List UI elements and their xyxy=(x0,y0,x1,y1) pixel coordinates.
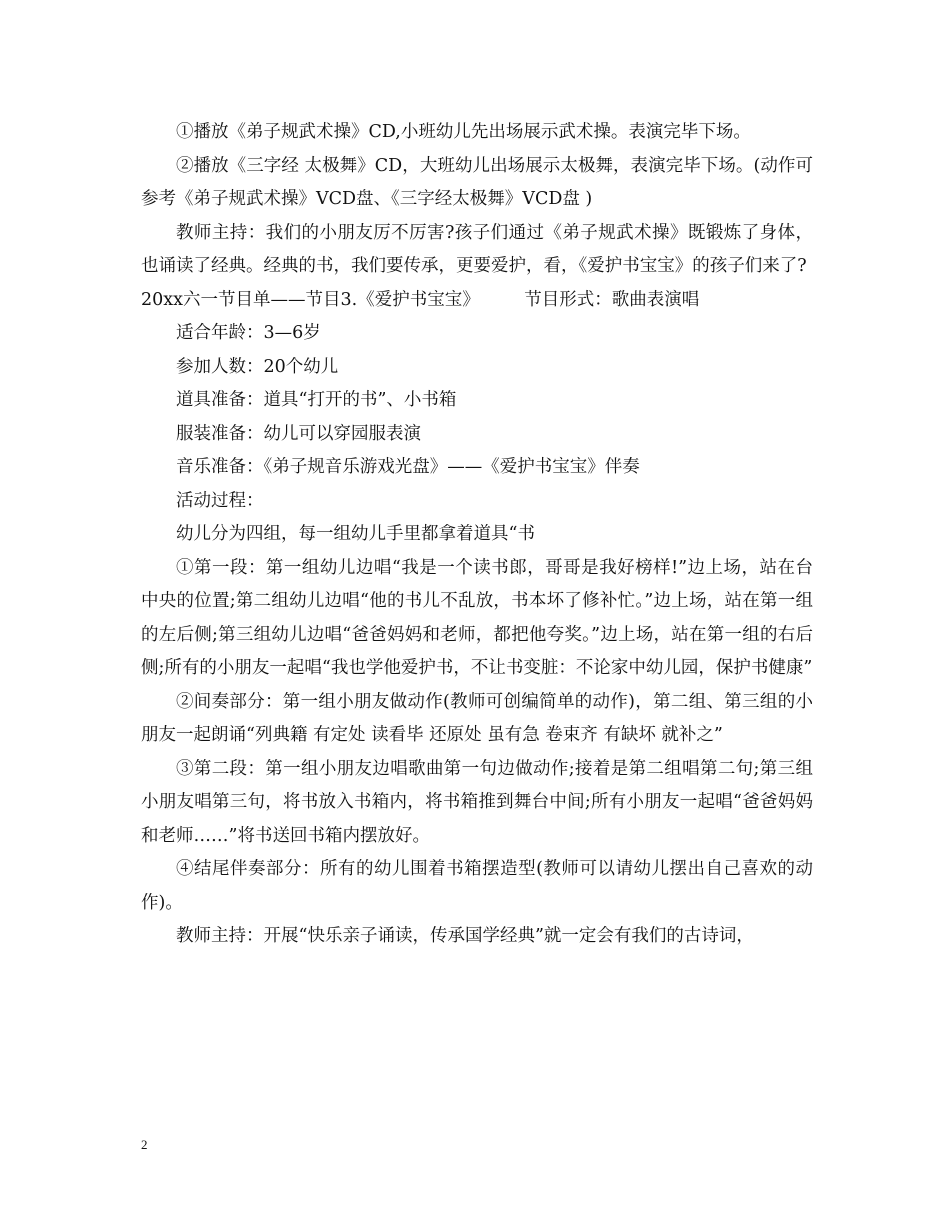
paragraph-host-closing: 教师主持：开展“快乐亲子诵读，传承国学经典”就一定会有我们的古诗词， xyxy=(176,926,754,946)
paragraph-first-section: ①第一段：第一组幼儿边唱“我是一个读书郎，哥哥是我好榜样!”边上场，站在台中央的位置;第二组幼儿边唱“他的书儿不乱放，书本坏了修补忙。”边上场，站在第一组的左后侧;第三组幼儿边唱“爸爸妈妈和老师，都把他夸奖。”边上场，站在第一组的右后侧;所有的小朋友一起唱“我也学他爱护书，不让书变脏：不论家中幼儿园，保护书健康” xyxy=(141,557,813,678)
paragraph-host-intro: 教师主持：我们的小朋友厉不厉害?孩子们通过《弟子规武术操》既锻炼了身体，也诵读了经典。经典的书，我们要传承，更要爱护，看，《爱护书宝宝》的孩子们来了? xyxy=(141,222,813,276)
paragraph-interlude: ②间奏部分：第一组小朋友做动作(教师可创编简单的动作)，第二组、第三组的小朋友一起朗诵“列典籍 有定处 读看毕 还原处 虽有急 卷束齐 有缺坏 就补之” xyxy=(141,691,813,745)
document-body xyxy=(141,116,813,954)
paragraph-taiji-dance: ②播放《三字经 太极舞》CD，大班幼儿出场展示太极舞，表演完毕下场。(动作可参考《弟子规武术操》VCD盘、《三字经太极舞》VCD盘 ) xyxy=(141,155,813,209)
info-costume: 服装准备：幼儿可以穿园服表演 xyxy=(176,423,421,444)
info-participants: 参加人数：20个幼儿 xyxy=(176,356,339,377)
paragraph-groups: 幼儿分为四组，每一组幼儿手里都拿着道具“书 xyxy=(176,524,535,544)
paragraph-martial-arts: ①播放《弟子规武术操》CD,小班幼儿先出场展示武术操。表演完毕下场。 xyxy=(176,122,751,142)
activity-process-label: 活动过程： xyxy=(176,490,264,511)
info-music: 音乐准备：《弟子规音乐游戏光盘》——《爱护书宝宝》伴奏 xyxy=(176,457,640,477)
info-props: 道具准备：道具“打开的书”、小书箱 xyxy=(176,390,457,410)
program-heading: 20xx六一节目单——节目3.《爱护书宝宝》 节目形式：歌曲表演唱 xyxy=(141,289,700,310)
info-age: 适合年龄：3—6岁 xyxy=(176,323,321,343)
paragraph-ending: ④结尾伴奏部分：所有的幼儿围着书箱摆造型(教师可以请幼儿摆出自己喜欢的动作)。 xyxy=(141,859,813,913)
paragraph-second-section: ③第二段：第一组小朋友边唱歌曲第一句边做动作;接着是第二组唱第二句;第三组小朋友唱第三句，将书放入书箱内，将书箱推到舞台中间;所有小朋友一起唱“爸爸妈妈和老师……”将书送回书箱内摆放好。 xyxy=(141,758,813,846)
page-number: 2 xyxy=(141,1137,148,1152)
